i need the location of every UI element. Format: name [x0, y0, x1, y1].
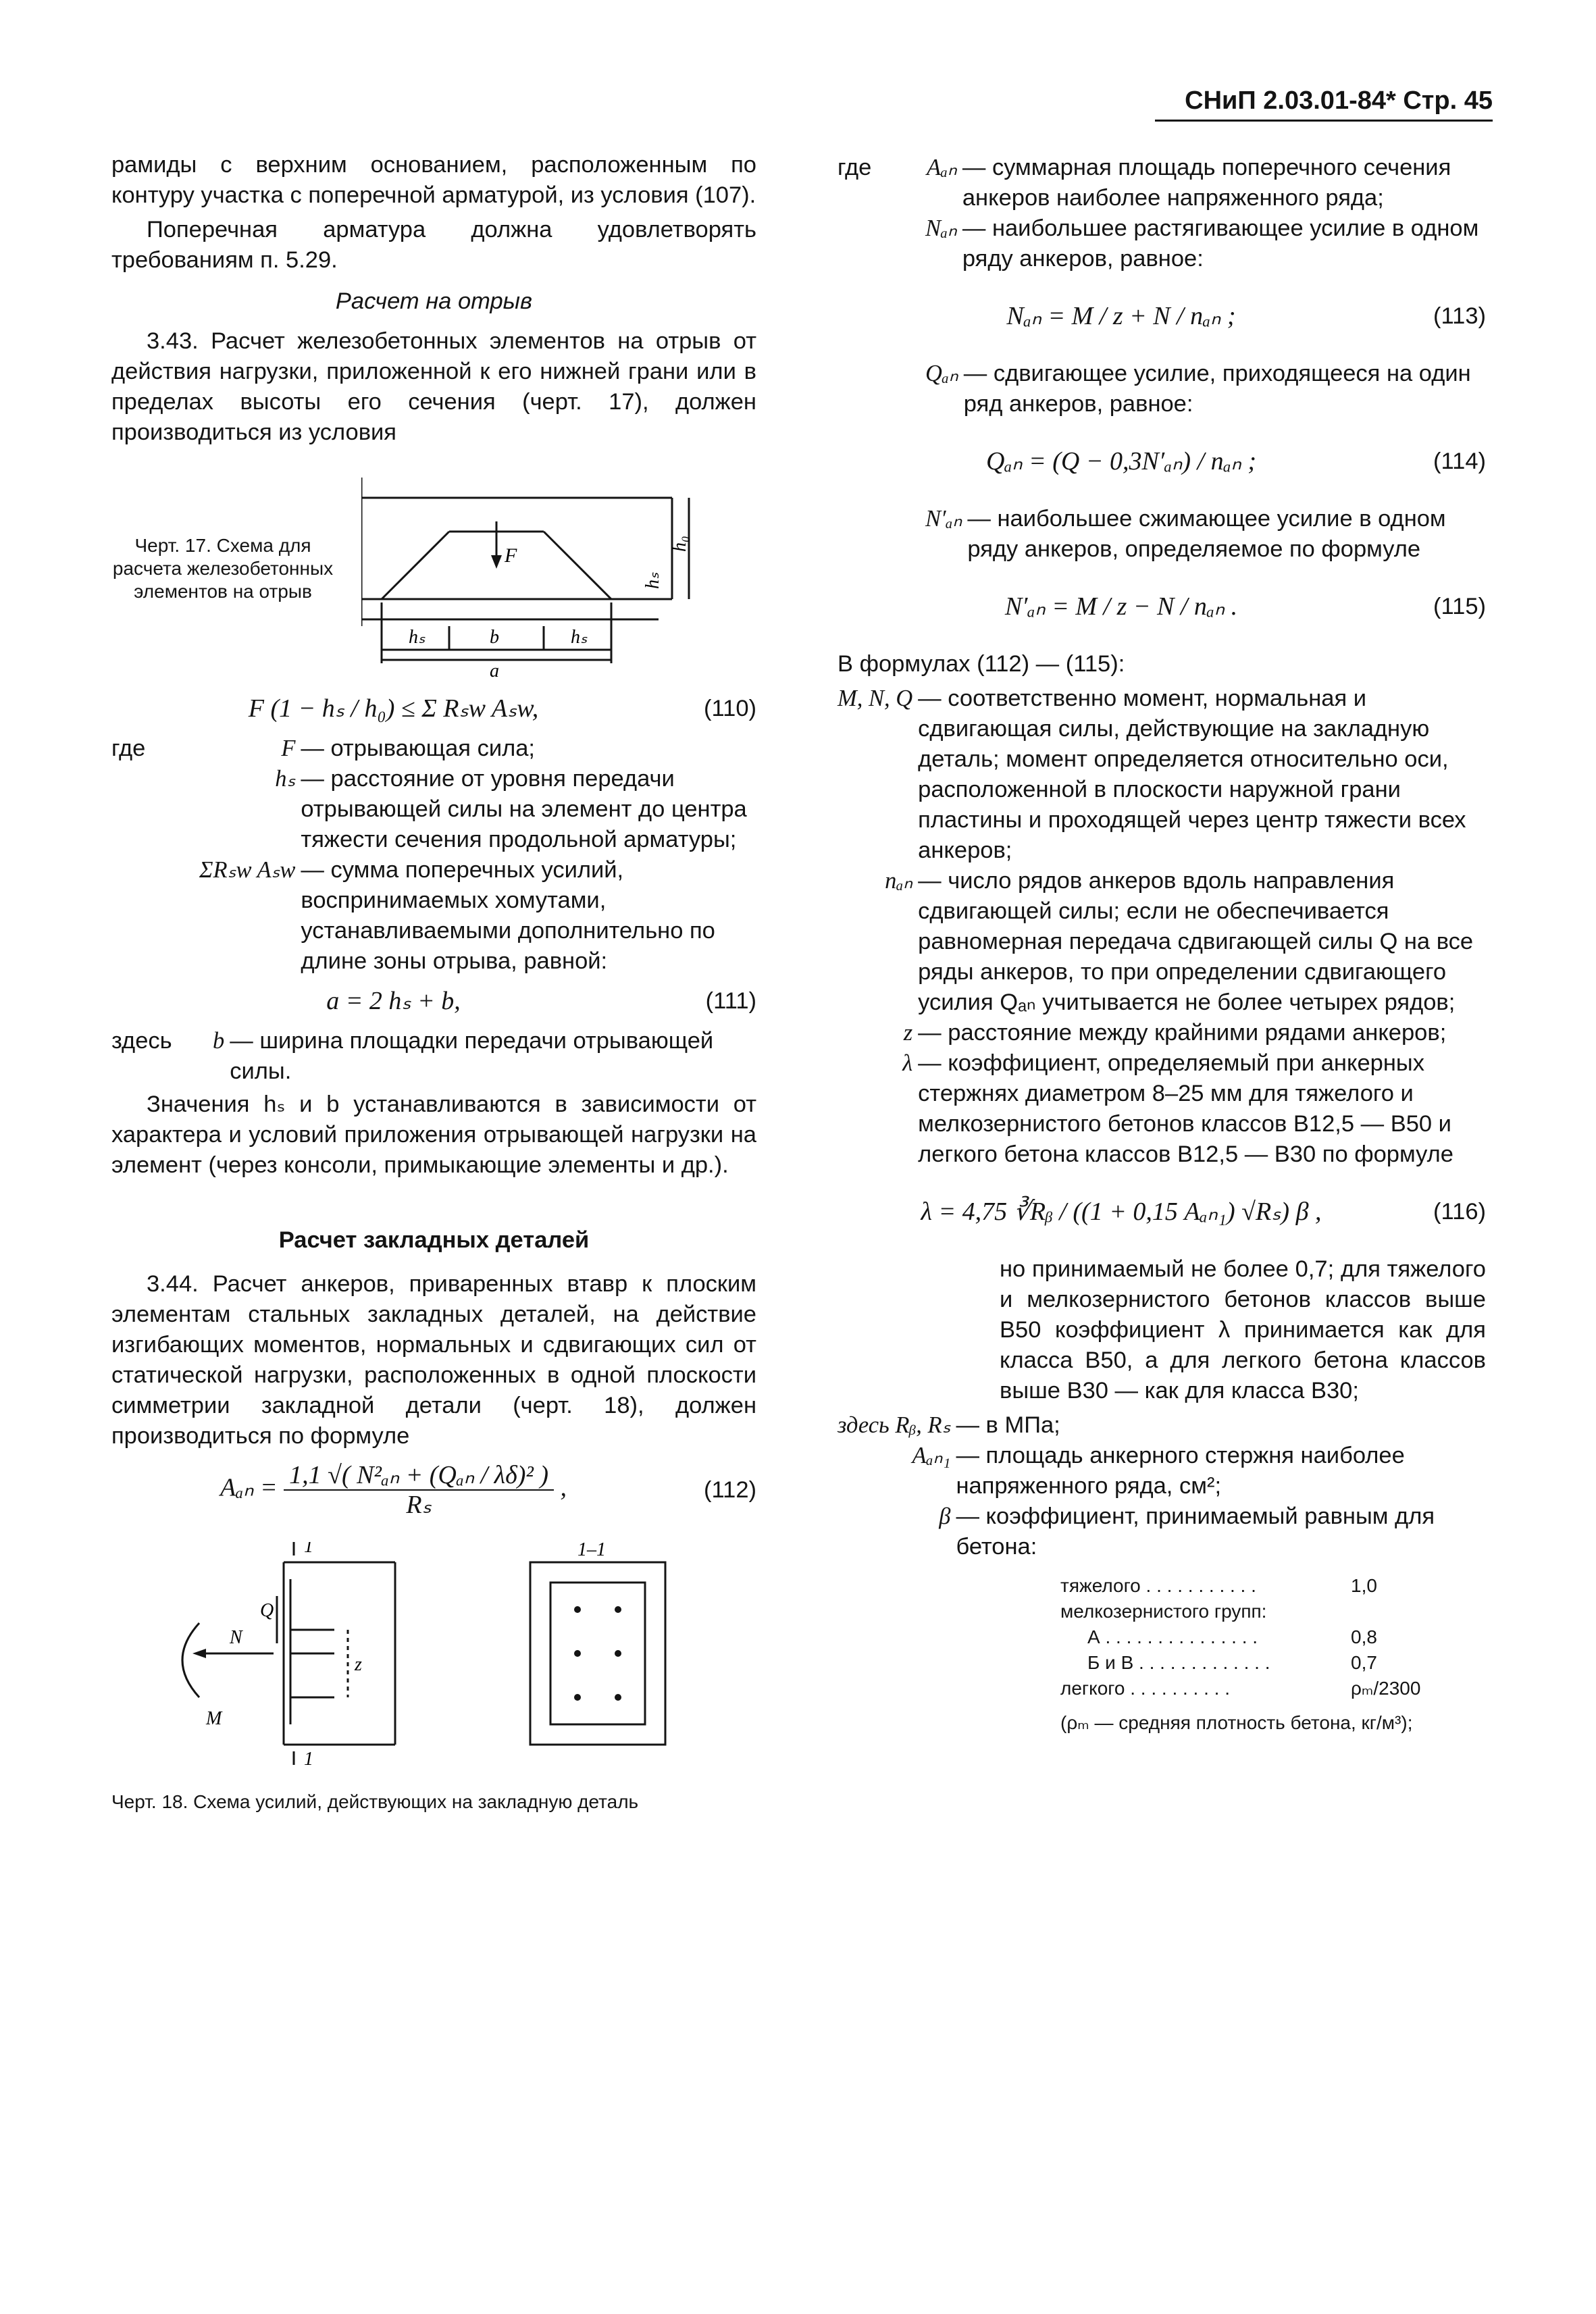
def-value-F: — отрывающая сила;	[301, 736, 535, 761]
def-value-Qan: — сдвигающее усилие, приходящееся на один ряд анкеров, равное:	[963, 361, 1471, 417]
def-Nan1-block	[925, 504, 1486, 565]
equation-114-row	[838, 446, 1486, 477]
defs-a-list	[925, 153, 1486, 274]
paragraph-transverse: Поперечная арматура должна удовлетворять требованиям п. 5.29.	[111, 217, 756, 273]
equation-113-row	[838, 301, 1486, 332]
def-b-block	[111, 1026, 756, 1087]
beta-row	[1060, 1624, 1486, 1650]
equation-115-row	[838, 592, 1486, 622]
fig18-label-Q: Q	[260, 1600, 274, 1621]
paragraph-3-43: 3.43. Расчет железобетонных элементов на отрыв от действия нагрузки, приложенной к его нижней грани или в пределах высоты его сечения (черт. 17), должен производиться из условия	[111, 328, 756, 445]
paragraph-formulas-intro: В формулах (112) — (115):	[838, 651, 1125, 677]
defs-110	[111, 734, 756, 977]
page-header: СНиП 2.03.01-84* Стр. 45	[1155, 86, 1493, 122]
fig18-label-N: N	[230, 1627, 242, 1648]
beta-label: легкого . . . . . . . . . .	[1060, 1678, 1231, 1699]
def-key-beta: β	[939, 1503, 951, 1529]
def-value-Rb-Rs: — в МПа;	[956, 1412, 1060, 1438]
fig17-label-b: b	[490, 627, 499, 648]
def-value-sum: — сумма поперечных усилий, воспринимаемых хомутами, устанавливаемыми дополнительно по длине зоны отрыва, равной:	[301, 857, 715, 974]
equation-116-number: (116)	[1433, 1199, 1486, 1225]
beta-value: 1,0	[1351, 1575, 1377, 1596]
where-label: где	[111, 736, 146, 761]
equation-112-number: (112)	[704, 1476, 756, 1503]
heading-zaklad: Расчет закладных деталей	[278, 1227, 590, 1253]
fig17-label-a: a	[490, 661, 499, 680]
figure-18-drawing	[111, 1542, 719, 1765]
def-value-b: — ширина площадки передачи отрывающей силы.	[230, 1028, 714, 1084]
equation-114: Qₐₙ = (Q − 0,3N′ₐₙ) / nₐₙ ;	[985, 447, 1257, 475]
equation-110: F (1 − hₛ / h₀) ≤ Σ Rₛw Aₛw,	[248, 694, 539, 723]
equation-116: λ = 4,75 ∛Rᵦ / ((1 + 0,15 Aₐₙ₁) √Rₛ) β ,	[921, 1198, 1322, 1226]
def-key-Aan: Aₐₙ	[926, 155, 957, 180]
beta-value: 0,7	[1351, 1652, 1377, 1673]
equation-110-number: (110)	[704, 696, 756, 721]
beta-label: тяжелого . . . . . . . . . . .	[1060, 1575, 1256, 1596]
where-label-right: где	[838, 155, 872, 180]
equation-110-row	[111, 694, 756, 724]
equation-112-lhs: Aₐₙ =	[220, 1473, 278, 1502]
fig18-label-sec-top: 1	[304, 1542, 313, 1557]
fig18-label-M: M	[206, 1708, 222, 1729]
figure-17	[111, 457, 756, 680]
fig17-label-hs: hₛ	[642, 572, 663, 589]
equation-111: a = 2 hₛ + b,	[326, 987, 461, 1015]
paragraph-lambda: но принимаемый не более 0,7; для тяжелого и мелкозернистого бетонов классов выше В50 коэффициент λ принимается как для класса В50, а для легкого бетона классов выше В30 — как для класса В30;	[1000, 1256, 1486, 1404]
figure-17-drawing	[361, 457, 699, 680]
equation-112: Aₐₙ = $\frac{\text{1,1 √( N²ₐₙ + (Qₐₙ / λδ)² )}}{\text{Rₛ}}$ ,	[220, 1461, 567, 1519]
figure-18-caption: Черт. 18. Схема усилий, действующих на закладную деталь	[111, 1791, 639, 1812]
def-value-beta: — коэффициент, принимаемый равным для бетона:	[956, 1503, 1435, 1560]
def-value-lambda: — коэффициент, определяемый при анкерных стержнях диаметром 8–25 мм для тяжелого и мелкозернистого бетонов классов В12,5 — В50 и легкого бетона классов В12,5 — В30 по формуле	[918, 1050, 1453, 1167]
def-b-list	[213, 1026, 756, 1087]
beta-row	[1060, 1650, 1486, 1676]
beta-row	[1060, 1676, 1486, 1701]
def-key-Nan1: N′ₐₙ	[925, 506, 962, 532]
zdes-label: здесь	[111, 1028, 172, 1054]
beta-label: Б и В . . . . . . . . . . . . .	[1087, 1652, 1270, 1673]
def-value-Nan1: — наибольшее сжимающее усилие в одном ряду анкеров, определяемое по формуле	[967, 506, 1446, 562]
equation-116-row	[838, 1197, 1486, 1227]
equation-112-numerator: 1,1 √( N²ₐₙ + (Qₐₙ / λδ)² )	[284, 1461, 554, 1491]
def-key-lambda: λ	[902, 1050, 913, 1076]
def-key-Qan: Qₐₙ	[925, 361, 958, 386]
def-value-hs: — расстояние от уровня передачи отрывающей силы на элемент до центра тяжести сечения продольной арматуры;	[301, 766, 747, 852]
fig17-label-hs2: hₛ	[571, 627, 588, 648]
equation-113: Nₐₙ = M / z + N / nₐₙ ;	[1006, 302, 1236, 330]
def-value-MNQ: — соответственно момент, нормальная и сдвигающая силы, действующие на закладную деталь; момент определяется относительно оси, расположенной в плоскости наружной грани пластины и проходящей через центр тяжести всех анкеров;	[918, 686, 1466, 863]
def-value-Nan: — наибольшее растягивающее усилие в одном ряду анкеров, равное:	[962, 215, 1479, 272]
defs-110-list	[199, 734, 756, 977]
equation-112-row	[111, 1461, 756, 1519]
def-value-z: — расстояние между крайними рядами анкеров;	[918, 1020, 1447, 1046]
fig17-label-h0: h₀	[669, 536, 690, 552]
equation-113-number: (113)	[1433, 303, 1486, 329]
def-Qan-block	[925, 359, 1486, 419]
fig18-label-z: z	[355, 1654, 362, 1675]
beta-value: 0,8	[1351, 1626, 1377, 1647]
def-key-F: F	[281, 736, 296, 761]
beta-value: ρₘ/2300	[1351, 1678, 1421, 1699]
equation-115: N′ₐₙ = M / z − N / nₐₙ .	[1004, 592, 1238, 621]
heading-otryv: Расчет на отрыв	[335, 288, 533, 314]
def-key-Aan1: Aₐₙ₁	[912, 1443, 951, 1468]
def-key-hs: hₛ	[275, 766, 296, 792]
defs-c-list	[838, 1410, 1486, 1562]
fig17-label-hs1: hₛ	[409, 627, 426, 648]
beta-label: мелкозернистого групп:	[1060, 1601, 1267, 1622]
equation-111-number: (111)	[705, 988, 756, 1014]
figure-17-caption: Черт. 17. Схема для расчета железобетонных элементов на отрыв	[112, 535, 334, 602]
fig18-label-section: 1–1	[577, 1542, 606, 1560]
fig17-label-F: F	[505, 544, 517, 567]
def-value-nan: — число рядов анкеров вдоль направления сдвигающей силы; если не обеспечивается равномерная передача сдвигающей силы Q на все ряды анкеров, то при определении сдвигающего усилия Qₐₙ учитывается не более четырех рядов;	[918, 868, 1474, 1015]
def-key-Nan: Nₐₙ	[925, 215, 957, 241]
def-value-Aan1: — площадь анкерного стержня наиболее напряженного ряда, см²;	[956, 1443, 1405, 1499]
equation-112-fraction	[284, 1461, 554, 1519]
beta-row	[1060, 1599, 1486, 1624]
def-key-b: b	[213, 1028, 225, 1054]
defs-a-block	[838, 153, 1486, 274]
equation-111-row	[111, 986, 756, 1017]
equation-112-denominator: Rₛ	[406, 1491, 432, 1519]
beta-label: А . . . . . . . . . . . . . . .	[1087, 1626, 1258, 1647]
def-key-z: z	[903, 1020, 913, 1046]
def-key-MNQ: M, N, Q	[838, 686, 913, 711]
paragraph-values: Значения hₛ и b устанавливаются в зависимости от характера и условий приложения отрывающей нагрузки на элемент (через консоли, примыкающие элементы и др.).	[111, 1091, 756, 1178]
def-key-nan: nₐₙ	[885, 868, 913, 894]
def-key-sum: ΣRₛw Aₛw	[199, 857, 296, 883]
fig18-label-sec-bot: 1	[304, 1749, 313, 1765]
equation-114-number: (114)	[1433, 448, 1486, 474]
beta-row	[1060, 1573, 1486, 1599]
defs-b-list	[838, 684, 1486, 1170]
paragraph-3-44: 3.44. Расчет анкеров, приваренных втавр к плоским элементам стальных закладных деталей, на действие изгибающих моментов, нормальных и сдвигающих сил от статической нагрузки, расположенных в одной плоскости симметрии закладной детали (черт. 18), должен производиться по формуле	[111, 1271, 756, 1449]
beta-table	[1060, 1573, 1486, 1701]
right-column	[838, 150, 1486, 1735]
beta-note: (ρₘ — средняя плотность бетона, кг/м³);	[1060, 1712, 1413, 1733]
def-value-Aan: — суммарная площадь поперечного сечения анкеров наиболее напряженного ряда;	[962, 155, 1451, 211]
paragraph-intro: рамиды с верхним основанием, расположенным по контуру участка с поперечной арматурой, из условия (107).	[111, 152, 756, 208]
equation-115-number: (115)	[1433, 594, 1486, 619]
def-key-Rb-Rs: здесь Rᵦ, Rₛ	[838, 1412, 951, 1438]
left-column	[111, 150, 756, 1817]
